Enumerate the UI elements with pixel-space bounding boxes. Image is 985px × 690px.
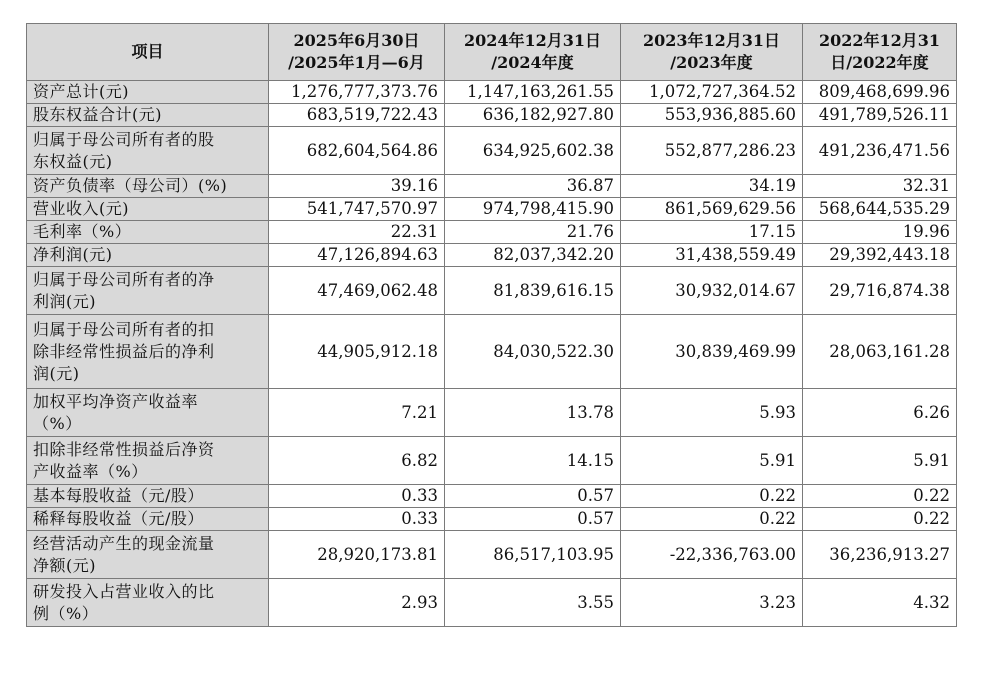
value-cell: 634,925,602.38 xyxy=(445,127,621,175)
table-row xyxy=(27,531,957,579)
row-label xyxy=(27,437,269,485)
row-label-line: （%） xyxy=(33,413,82,433)
row-label-line: 产收益率（%） xyxy=(33,461,148,481)
value-cell: 82,037,342.20 xyxy=(445,244,621,267)
row-label-line: 研发投入占营业收入的比 xyxy=(33,581,215,601)
row-label-line: 东权益(元) xyxy=(33,151,113,171)
row-label-line: 净利润(元) xyxy=(33,245,113,264)
table-row xyxy=(27,104,957,127)
column-header-line: 2025年6月30日 xyxy=(293,31,420,50)
value-cell: 682,604,564.86 xyxy=(269,127,445,175)
financial-table-container xyxy=(26,23,957,627)
value-cell: 36.87 xyxy=(445,175,621,198)
column-header-period xyxy=(621,24,803,81)
value-cell: 0.22 xyxy=(803,485,957,508)
value-cell: 13.78 xyxy=(445,389,621,437)
row-label xyxy=(27,81,269,104)
value-cell: 47,126,894.63 xyxy=(269,244,445,267)
value-cell: 36,236,913.27 xyxy=(803,531,957,579)
value-cell: 0.22 xyxy=(621,485,803,508)
value-cell: 30,932,014.67 xyxy=(621,267,803,315)
value-cell: 84,030,522.30 xyxy=(445,315,621,389)
value-cell: 39.16 xyxy=(269,175,445,198)
table-row xyxy=(27,508,957,531)
row-label-line: 归属于母公司所有者的扣 xyxy=(33,319,215,339)
value-cell: 0.33 xyxy=(269,485,445,508)
row-label-line: 利润(元) xyxy=(33,291,96,311)
row-label xyxy=(27,389,269,437)
value-cell: 28,063,161.28 xyxy=(803,315,957,389)
column-header-period xyxy=(803,24,957,81)
value-cell: 553,936,885.60 xyxy=(621,104,803,127)
value-cell: 0.22 xyxy=(803,508,957,531)
value-cell: 6.82 xyxy=(269,437,445,485)
row-label xyxy=(27,221,269,244)
row-label-line: 营业收入(元) xyxy=(33,199,129,218)
row-label-line: 归属于母公司所有者的净 xyxy=(33,269,215,289)
row-label-line: 股东权益合计(元) xyxy=(33,105,162,124)
column-header-line: 2022年12月31 xyxy=(818,31,941,50)
column-header-period xyxy=(445,24,621,81)
row-label-line: 加权平均净资产收益率 xyxy=(33,391,199,411)
row-label-line: 除非经常性损益后的净利 xyxy=(33,341,215,361)
value-cell: 5.93 xyxy=(621,389,803,437)
value-cell: 1,147,163,261.55 xyxy=(445,81,621,104)
value-cell: 809,468,699.96 xyxy=(803,81,957,104)
value-cell: 32.31 xyxy=(803,175,957,198)
value-cell: 19.96 xyxy=(803,221,957,244)
table-row xyxy=(27,485,957,508)
row-label-line: 例（%） xyxy=(33,603,99,623)
row-label xyxy=(27,579,269,627)
row-label xyxy=(27,244,269,267)
value-cell: 3.23 xyxy=(621,579,803,627)
value-cell: 31,438,559.49 xyxy=(621,244,803,267)
value-cell: 34.19 xyxy=(621,175,803,198)
table-row xyxy=(27,315,957,389)
table-body xyxy=(27,81,957,627)
row-label-line: 归属于母公司所有者的股 xyxy=(33,129,215,149)
row-label xyxy=(27,267,269,315)
value-cell: 44,905,912.18 xyxy=(269,315,445,389)
column-header-line: /2024年度 xyxy=(491,53,574,72)
column-header-line: 日/2022年度 xyxy=(830,53,929,72)
value-cell: 5.91 xyxy=(803,437,957,485)
row-label xyxy=(27,485,269,508)
row-label xyxy=(27,531,269,579)
value-cell: 17.15 xyxy=(621,221,803,244)
value-cell: 0.57 xyxy=(445,485,621,508)
value-cell: 636,182,927.80 xyxy=(445,104,621,127)
header-row xyxy=(27,24,957,81)
value-cell: 541,747,570.97 xyxy=(269,198,445,221)
value-cell: 3.55 xyxy=(445,579,621,627)
value-cell: 0.33 xyxy=(269,508,445,531)
column-header-item xyxy=(27,24,269,81)
value-cell: 29,392,443.18 xyxy=(803,244,957,267)
row-label xyxy=(27,175,269,198)
row-label xyxy=(27,198,269,221)
value-cell: 4.32 xyxy=(803,579,957,627)
column-header-period xyxy=(269,24,445,81)
row-label-line: 稀释每股收益（元/股） xyxy=(33,509,204,528)
value-cell: 21.76 xyxy=(445,221,621,244)
column-header-line: /2023年度 xyxy=(670,53,753,72)
value-cell: -22,336,763.00 xyxy=(621,531,803,579)
row-label-line: 润(元) xyxy=(33,363,80,383)
value-cell: 7.21 xyxy=(269,389,445,437)
value-cell: 861,569,629.56 xyxy=(621,198,803,221)
value-cell: 47,469,062.48 xyxy=(269,267,445,315)
value-cell: 86,517,103.95 xyxy=(445,531,621,579)
value-cell: 974,798,415.90 xyxy=(445,198,621,221)
value-cell: 1,276,777,373.76 xyxy=(269,81,445,104)
row-label-line: 毛利率（%） xyxy=(33,222,132,241)
value-cell: 14.15 xyxy=(445,437,621,485)
table-row xyxy=(27,244,957,267)
value-cell: 28,920,173.81 xyxy=(269,531,445,579)
row-label-line: 基本每股收益（元/股） xyxy=(33,486,204,505)
table-header xyxy=(27,24,957,81)
row-label-line: 资产负债率（母公司）(%) xyxy=(33,176,228,195)
value-cell: 683,519,722.43 xyxy=(269,104,445,127)
table-row xyxy=(27,198,957,221)
column-header-line: /2025年1月—6月 xyxy=(288,53,425,72)
table-row xyxy=(27,221,957,244)
value-cell: 81,839,616.15 xyxy=(445,267,621,315)
value-cell: 2.93 xyxy=(269,579,445,627)
table-row xyxy=(27,579,957,627)
value-cell: 552,877,286.23 xyxy=(621,127,803,175)
value-cell: 5.91 xyxy=(621,437,803,485)
value-cell: 491,236,471.56 xyxy=(803,127,957,175)
column-header-line: 项目 xyxy=(131,42,164,61)
table-row xyxy=(27,175,957,198)
column-header-line: 2023年12月31日 xyxy=(642,31,781,50)
row-label-line: 经营活动产生的现金流量 xyxy=(33,533,215,553)
value-cell: 0.22 xyxy=(621,508,803,531)
value-cell: 568,644,535.29 xyxy=(803,198,957,221)
value-cell: 22.31 xyxy=(269,221,445,244)
row-label-line: 扣除非经常性损益后净资 xyxy=(33,439,215,459)
table-row xyxy=(27,127,957,175)
column-header-line: 2024年12月31日 xyxy=(463,31,602,50)
value-cell: 1,072,727,364.52 xyxy=(621,81,803,104)
table-row xyxy=(27,389,957,437)
value-cell: 6.26 xyxy=(803,389,957,437)
table-row xyxy=(27,267,957,315)
row-label xyxy=(27,315,269,389)
row-label xyxy=(27,104,269,127)
value-cell: 30,839,469.99 xyxy=(621,315,803,389)
row-label-line: 净额(元) xyxy=(33,555,96,575)
value-cell: 29,716,874.38 xyxy=(803,267,957,315)
row-label xyxy=(27,508,269,531)
table-row xyxy=(27,81,957,104)
financial-indicators-table xyxy=(26,23,957,627)
row-label xyxy=(27,127,269,175)
table-row xyxy=(27,437,957,485)
row-label-line: 资产总计(元) xyxy=(33,82,129,101)
value-cell: 491,789,526.11 xyxy=(803,104,957,127)
value-cell: 0.57 xyxy=(445,508,621,531)
